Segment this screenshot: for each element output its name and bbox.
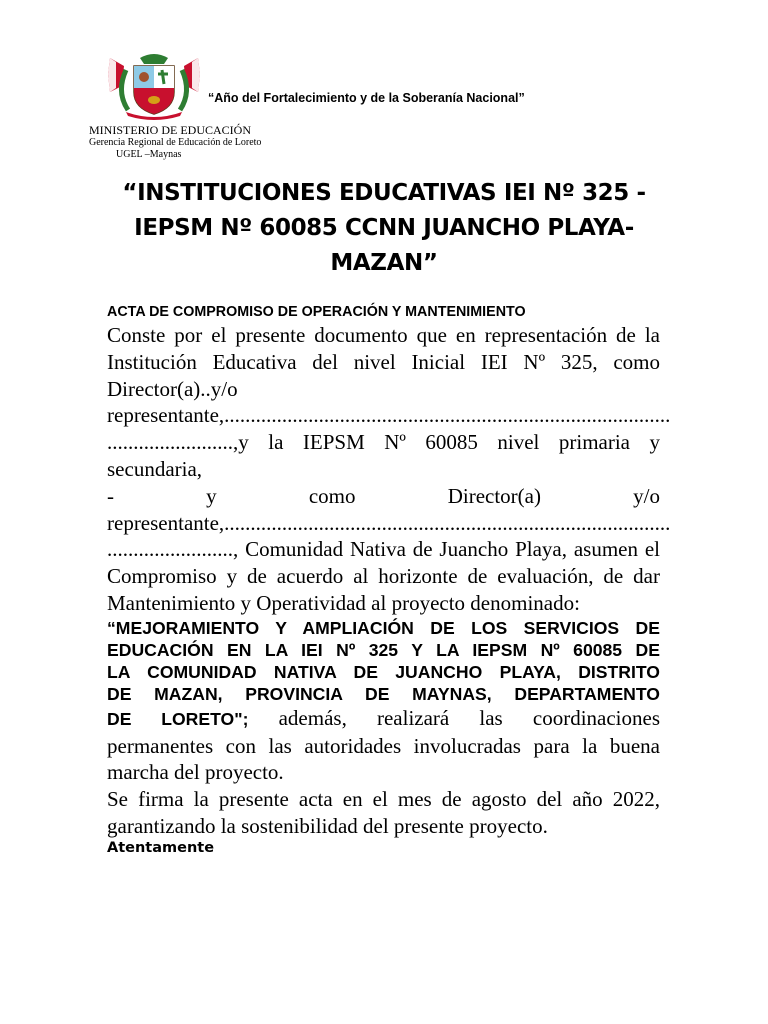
text-line: Se firma la presente acta en el mes de agosto del año 2022, bbox=[107, 787, 660, 812]
text-line: permanentes con las autoridades involucradas para la buena bbox=[107, 733, 660, 758]
text-line: Conste por el presente documento que en representación de la bbox=[107, 323, 660, 347]
ministry-name: MINISTERIO DE EDUCACIÓN bbox=[89, 123, 251, 137]
text-line bbox=[107, 705, 660, 733]
text-line: ........................,y la IEPSM Nº 60085 nivel primaria y secundaria, bbox=[107, 430, 660, 481]
ministry-block bbox=[89, 124, 261, 161]
page-title bbox=[110, 176, 658, 281]
regional-management: Gerencia Regional de Educación de Loreto bbox=[89, 137, 262, 148]
text-line: representante,..................................................................................... bbox=[107, 403, 671, 428]
text-line: representante,..................................................................................... bbox=[107, 510, 671, 535]
document-body bbox=[107, 303, 671, 840]
title-line: IEPSM Nº 60085 CCNN JUANCHO PLAYA- bbox=[134, 215, 634, 241]
paragraph-coordination bbox=[107, 705, 660, 786]
text-line: Compromiso y de acuerdo al horizonte de evaluación, de dar bbox=[107, 564, 660, 589]
text-line: Institución Educativa del nivel Inicial IEI Nº 325, como bbox=[107, 349, 660, 374]
text-line: LA COMUNIDAD NATIVA DE JUANCHO PLAYA, DISTRITO bbox=[107, 661, 660, 682]
project-name bbox=[107, 617, 660, 705]
project-name-end: DE LORETO"; bbox=[107, 708, 249, 729]
title-line: “INSTITUCIONES EDUCATIVAS IEI Nº 325 - bbox=[122, 180, 646, 206]
text-line: - y como Director(a) y/o bbox=[107, 483, 660, 508]
coat-of-arms-icon bbox=[106, 52, 202, 120]
text-line: “MEJORAMIENTO Y AMPLIACIÓN DE LOS SERVICIOS DE bbox=[107, 617, 660, 638]
text-line: ........................, Comunidad Nativa de Juancho Playa, asumen el bbox=[107, 537, 660, 562]
paragraph-commitment bbox=[107, 322, 671, 617]
text-line: DE MAZAN, PROVINCIA DE MAYNAS, DEPARTAMENTO bbox=[107, 683, 660, 704]
text-line: Mantenimiento y Operatividad al proyecto denominado: bbox=[107, 590, 580, 615]
text-fragment: además, realizará las coordinaciones bbox=[248, 705, 660, 730]
paragraph-signing bbox=[107, 786, 660, 840]
text-line: garantizando la sostenibilidad del presente proyecto. bbox=[107, 813, 548, 838]
text-line: marcha del proyecto. bbox=[107, 760, 284, 785]
text-line: Director(a)..y/o bbox=[107, 376, 238, 401]
document-heading: ACTA DE COMPROMISO DE OPERACIÓN Y MANTENIMIENTO bbox=[107, 304, 526, 320]
text-line: EDUCACIÓN EN LA IEI Nº 325 Y LA IEPSM Nº 60085 DE bbox=[107, 639, 660, 660]
closing-salutation: Atentamente bbox=[107, 840, 215, 856]
year-motto: “Año del Fortalecimiento y de la Soberanía Nacional” bbox=[208, 91, 525, 105]
title-line: MAZAN” bbox=[330, 250, 438, 276]
ugel-name: UGEL –Maynas bbox=[116, 149, 182, 160]
